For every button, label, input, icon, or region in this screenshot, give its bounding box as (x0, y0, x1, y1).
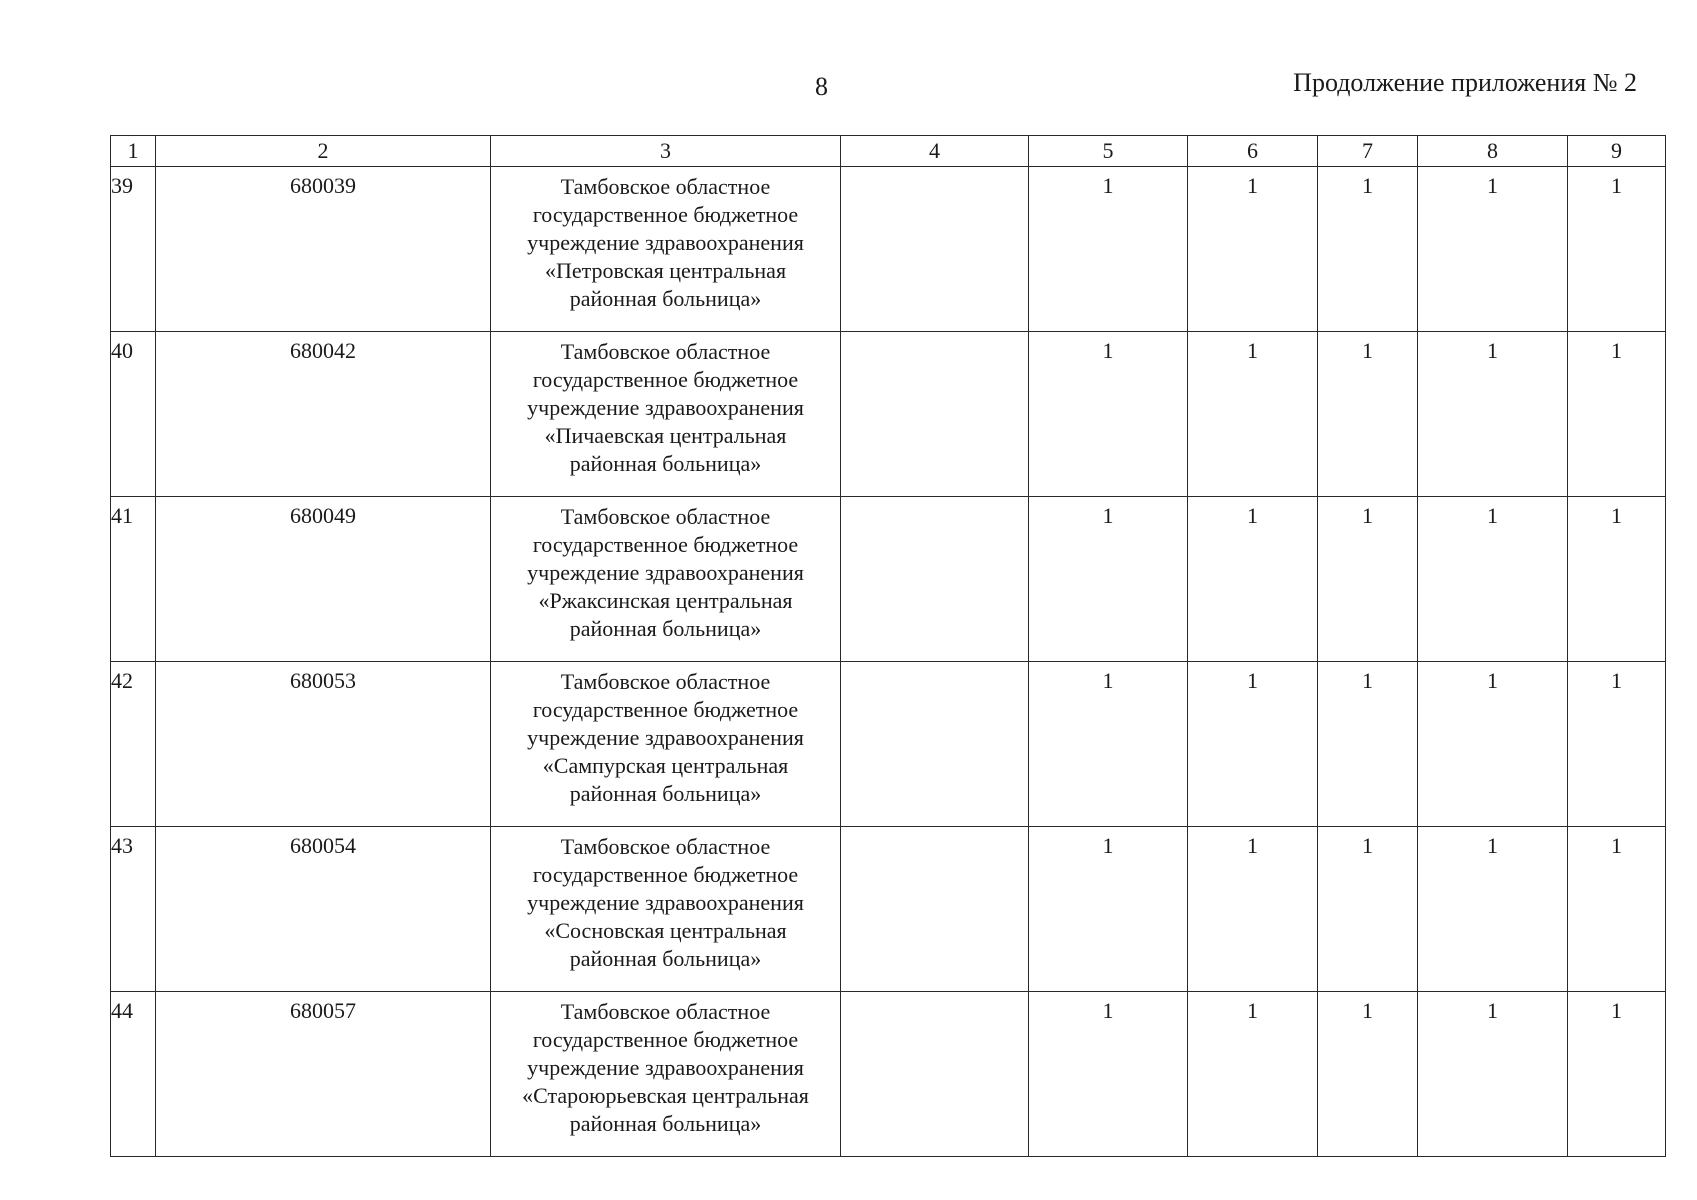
value-cell: 1 (1568, 167, 1666, 332)
name-line: Тамбовское областное (560, 504, 771, 529)
col4-cell (841, 167, 1029, 332)
col4-cell (841, 992, 1029, 1157)
name-line: Тамбовское областное (560, 174, 771, 199)
value-cell: 1 (1418, 662, 1568, 827)
column-header: 4 (841, 136, 1029, 167)
table-row (111, 497, 1666, 662)
institution-code: 680039 (156, 167, 491, 332)
institution-name (491, 332, 841, 497)
value-cell: 1 (1568, 662, 1666, 827)
name-line: государственное бюджетное (532, 862, 799, 887)
col4-cell (841, 662, 1029, 827)
row-number: 40 (111, 332, 156, 497)
institution-name (491, 497, 841, 662)
name-line: Тамбовское областное (560, 339, 771, 364)
name-line: районная больница» (569, 616, 762, 641)
row-number: 42 (111, 662, 156, 827)
name-line: Тамбовское областное (560, 669, 771, 694)
value-cell: 1 (1188, 332, 1318, 497)
name-line: учреждение здравоохранения (527, 230, 804, 255)
name-line: «Сосновская центральная (544, 918, 787, 943)
value-cell: 1 (1318, 827, 1418, 992)
institution-code: 680049 (156, 497, 491, 662)
name-line: Тамбовское областное (560, 834, 771, 859)
value-cell: 1 (1318, 662, 1418, 827)
header-row (111, 136, 1666, 167)
value-cell: 1 (1029, 497, 1188, 662)
table-row (111, 827, 1666, 992)
institution-code: 680054 (156, 827, 491, 992)
value-cell: 1 (1318, 167, 1418, 332)
name-line: учреждение здравоохранения (527, 725, 804, 750)
value-cell: 1 (1188, 827, 1318, 992)
value-cell: 1 (1568, 827, 1666, 992)
continuation-title: Продолжение приложения № 2 (1293, 68, 1637, 97)
column-header: 9 (1568, 136, 1666, 167)
value-cell: 1 (1568, 992, 1666, 1157)
column-header: 5 (1029, 136, 1188, 167)
value-cell: 1 (1029, 992, 1188, 1157)
name-line: государственное бюджетное (532, 697, 799, 722)
col4-cell (841, 497, 1029, 662)
value-cell: 1 (1418, 332, 1568, 497)
value-cell: 1 (1418, 827, 1568, 992)
col4-cell (841, 827, 1029, 992)
value-cell: 1 (1029, 827, 1188, 992)
column-header: 7 (1318, 136, 1418, 167)
name-line: учреждение здравоохранения (527, 1055, 804, 1080)
name-line: районная больница» (569, 451, 762, 476)
name-line: государственное бюджетное (532, 532, 799, 557)
row-number: 41 (111, 497, 156, 662)
name-line: государственное бюджетное (532, 1027, 799, 1052)
name-line: «Ржаксинская центральная (538, 588, 793, 613)
column-header: 6 (1188, 136, 1318, 167)
name-line: «Пичаевская центральная (544, 423, 787, 448)
name-line: «Староюрьевская центральная (522, 1083, 809, 1108)
value-cell: 1 (1188, 992, 1318, 1157)
institution-name (491, 167, 841, 332)
table-row (111, 992, 1666, 1157)
value-cell: 1 (1418, 497, 1568, 662)
value-cell: 1 (1318, 332, 1418, 497)
name-line: «Петровская центральная (544, 258, 787, 283)
value-cell: 1 (1418, 992, 1568, 1157)
name-line: учреждение здравоохранения (527, 395, 804, 420)
value-cell: 1 (1029, 167, 1188, 332)
column-header: 2 (156, 136, 491, 167)
page-number: 8 (815, 72, 828, 101)
name-line: районная больница» (569, 781, 762, 806)
name-line: «Сампурская центральная (542, 753, 789, 778)
row-number: 44 (111, 992, 156, 1157)
table-row (111, 167, 1666, 332)
name-line: районная больница» (569, 946, 762, 971)
name-line: районная больница» (569, 286, 762, 311)
value-cell: 1 (1188, 662, 1318, 827)
value-cell: 1 (1318, 497, 1418, 662)
name-line: государственное бюджетное (532, 202, 799, 227)
value-cell: 1 (1029, 662, 1188, 827)
table-row (111, 662, 1666, 827)
name-line: учреждение здравоохранения (527, 890, 804, 915)
name-line: учреждение здравоохранения (527, 560, 804, 585)
column-header: 3 (491, 136, 841, 167)
col4-cell (841, 332, 1029, 497)
name-line: районная больница» (569, 1111, 762, 1136)
institution-code: 680042 (156, 332, 491, 497)
value-cell: 1 (1568, 332, 1666, 497)
institution-code: 680057 (156, 992, 491, 1157)
column-header: 1 (111, 136, 156, 167)
value-cell: 1 (1188, 497, 1318, 662)
institution-code: 680053 (156, 662, 491, 827)
value-cell: 1 (1568, 497, 1666, 662)
appendix-table (110, 135, 1666, 1157)
name-line: государственное бюджетное (532, 367, 799, 392)
institution-name (491, 662, 841, 827)
name-line: Тамбовское областное (560, 999, 771, 1024)
value-cell: 1 (1318, 992, 1418, 1157)
table-row (111, 332, 1666, 497)
institution-name (491, 827, 841, 992)
row-number: 39 (111, 167, 156, 332)
row-number: 43 (111, 827, 156, 992)
institution-name (491, 992, 841, 1157)
value-cell: 1 (1188, 167, 1318, 332)
column-header: 8 (1418, 136, 1568, 167)
value-cell: 1 (1418, 167, 1568, 332)
value-cell: 1 (1029, 332, 1188, 497)
